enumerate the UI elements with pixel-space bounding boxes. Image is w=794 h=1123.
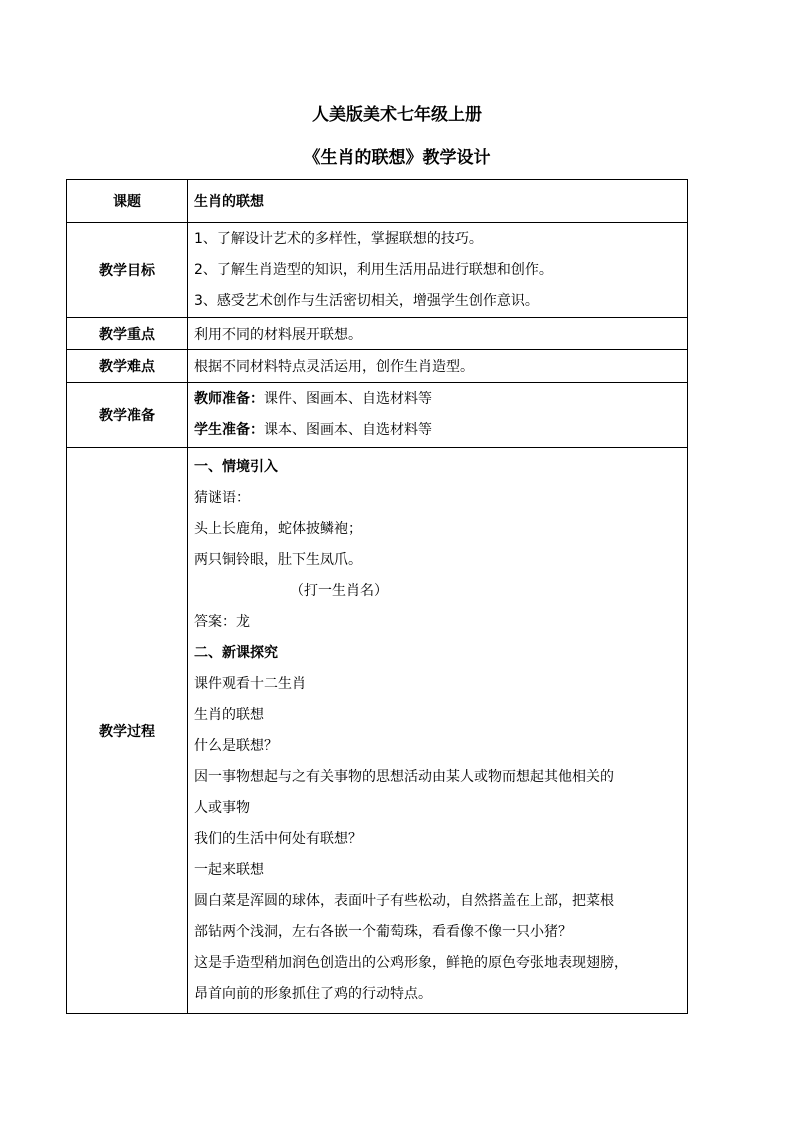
- key-point-label: 教学重点: [67, 318, 188, 350]
- table-row-preparation: [67, 383, 688, 448]
- process-paragraph: 人或事物: [194, 799, 250, 816]
- process-content: [188, 448, 688, 1014]
- process-paragraph: 这是手造型稍加润色创造出的公鸡形象，鲜艳的原色夸张地表现翅膀，: [194, 954, 628, 971]
- table-row-process: [67, 448, 688, 1014]
- goals-content: [188, 223, 688, 318]
- process-paragraph: 生肖的联想: [194, 706, 264, 723]
- student-preparation: [194, 415, 681, 446]
- process-paragraph: 什么是联想？: [194, 737, 278, 754]
- teacher-preparation: [194, 384, 681, 415]
- student-preparation-label: 学生准备：: [194, 422, 264, 438]
- riddle-line: 头上长鹿角，蛇体披鳞袍；: [194, 520, 362, 537]
- process-label: 教学过程: [67, 448, 188, 1014]
- process-paragraph: 一起来联想: [194, 861, 264, 878]
- student-preparation-value: 课本、图画本、自选材料等: [264, 422, 432, 438]
- key-point-value: 利用不同的材料展开联想。: [188, 318, 688, 350]
- topic-label: 课题: [67, 180, 188, 223]
- process-paragraph: 圆白菜是浑圆的球体，表面叶子有些松动，自然搭盖在上部，把菜根: [194, 892, 614, 909]
- difficulty-label: 教学难点: [67, 350, 188, 383]
- preparation-content: [188, 383, 688, 448]
- process-paragraph: 课件观看十二生肖: [194, 675, 306, 692]
- lesson-plan-table: [66, 179, 688, 1014]
- section-heading: 二、新课探究: [194, 644, 278, 661]
- teacher-preparation-value: 课件、图画本、自选材料等: [264, 391, 432, 407]
- process-paragraph: 部钻两个浅洞，左右各嵌一个葡萄珠，看看像不像一只小猪？: [194, 923, 572, 940]
- process-paragraph: 因一事物想起与之有关事物的思想活动由某人或物而想起其他相关的: [194, 768, 614, 785]
- table-row-topic: [67, 180, 688, 223]
- process-paragraph: 昂首向前的形象抓住了鸡的行动特点。: [194, 985, 432, 1002]
- riddle-line: 两只铜铃眼，肚下生凤爪。: [194, 551, 362, 568]
- document-title: 人美版美术七年级上册: [312, 105, 482, 125]
- riddle-hint: （打一生肖名）: [290, 582, 388, 599]
- goals-label: 教学目标: [67, 223, 188, 318]
- difficulty-value: 根据不同材料特点灵活运用，创作生肖造型。: [188, 350, 688, 383]
- table-row-goals: [67, 223, 688, 318]
- topic-value: 生肖的联想: [188, 180, 688, 223]
- riddle-answer: 答案：龙: [194, 613, 250, 630]
- process-paragraph: 我们的生活中何处有联想？: [194, 830, 362, 847]
- goal-item: 3、感受艺术创作与生活密切相关，增强学生创作意识。: [194, 292, 539, 309]
- table-row-difficulty: [67, 350, 688, 383]
- teacher-preparation-label: 教师准备：: [194, 391, 264, 407]
- document-subtitle: 《生肖的联想》教学设计: [303, 148, 491, 168]
- goal-item: 2、了解生肖造型的知识，利用生活用品进行联想和创作。: [194, 261, 553, 278]
- goal-item: 1、了解设计艺术的多样性，掌握联想的技巧。: [194, 230, 483, 247]
- section-heading: 一、情境引入: [194, 458, 278, 475]
- preparation-label: 教学准备: [67, 383, 188, 448]
- table-row-key-point: [67, 318, 688, 350]
- riddle-intro: 猜谜语：: [194, 489, 250, 506]
